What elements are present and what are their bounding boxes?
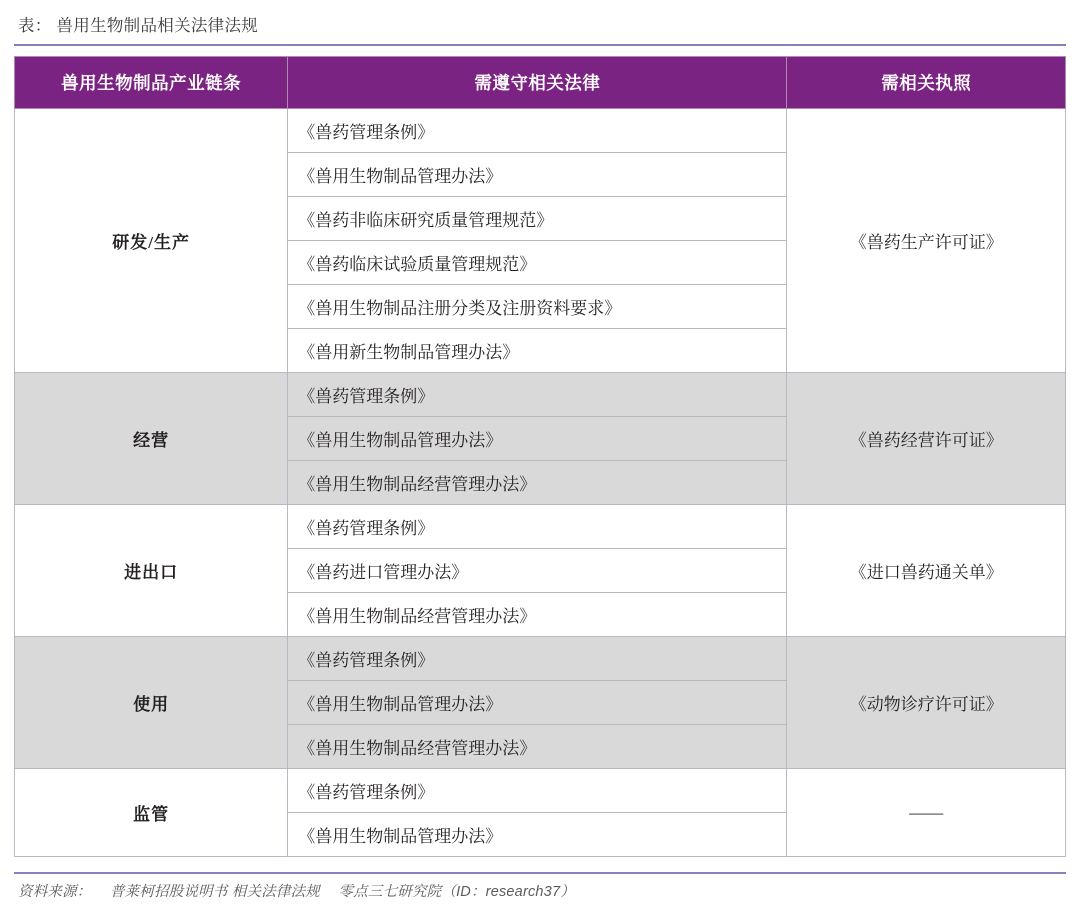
law-cell: 《兽用新生物制品管理办法》 [288, 329, 787, 373]
law-cell: 《兽药管理条例》 [288, 769, 787, 813]
law-cell: 《兽用生物制品管理办法》 [288, 813, 787, 857]
law-cell: 《兽药管理条例》 [288, 505, 787, 549]
chain-cell: 监管 [15, 769, 288, 857]
license-cell: 《兽药经营许可证》 [787, 373, 1066, 505]
table-row [15, 637, 1066, 681]
chain-cell: 进出口 [15, 505, 288, 637]
legal-table [14, 56, 1066, 857]
source-item-0: 普莱柯招股说明书 相关法律法规 [109, 884, 320, 900]
license-cell: 《进口兽药通关单》 [787, 505, 1066, 637]
source-item-1: 零点三七研究院（ID：research37） [338, 884, 575, 900]
law-cell: 《兽药临床试验质量管理规范》 [288, 241, 787, 285]
top-divider [14, 44, 1066, 46]
law-cell: 《兽用生物制品经营管理办法》 [288, 593, 787, 637]
license-cell: 《动物诊疗许可证》 [787, 637, 1066, 769]
law-cell: 《兽用生物制品经营管理办法》 [288, 725, 787, 769]
law-cell: 《兽药非临床研究质量管理规范》 [288, 197, 787, 241]
law-cell: 《兽药管理条例》 [288, 637, 787, 681]
column-header-license: 需相关执照 [787, 57, 1066, 109]
chain-cell: 经营 [15, 373, 288, 505]
chain-cell: 研发/生产 [15, 109, 288, 373]
law-cell: 《兽药管理条例》 [288, 109, 787, 153]
table-row [15, 505, 1066, 549]
law-cell: 《兽药进口管理办法》 [288, 549, 787, 593]
page-title: 表： 兽用生物制品相关法律法规 [18, 17, 259, 35]
law-cell: 《兽用生物制品管理办法》 [288, 153, 787, 197]
source-note [14, 880, 1066, 901]
table-row [15, 109, 1066, 153]
source-label: 资料来源： [18, 884, 92, 900]
column-header-chain: 兽用生物制品产业链条 [15, 57, 288, 109]
license-cell: —— [787, 769, 1066, 857]
table-row [15, 373, 1066, 417]
chain-cell: 使用 [15, 637, 288, 769]
table-body [15, 109, 1066, 857]
law-cell: 《兽用生物制品经营管理办法》 [288, 461, 787, 505]
footer [14, 872, 1066, 901]
bottom-divider [14, 872, 1066, 874]
license-cell: 《兽药生产许可证》 [787, 109, 1066, 373]
law-cell: 《兽用生物制品注册分类及注册资料要求》 [288, 285, 787, 329]
table-row [15, 769, 1066, 813]
law-cell: 《兽用生物制品管理办法》 [288, 681, 787, 725]
column-header-laws: 需遵守相关法律 [288, 57, 787, 109]
law-cell: 《兽药管理条例》 [288, 373, 787, 417]
law-cell: 《兽用生物制品管理办法》 [288, 417, 787, 461]
table-header-row [15, 57, 1066, 109]
